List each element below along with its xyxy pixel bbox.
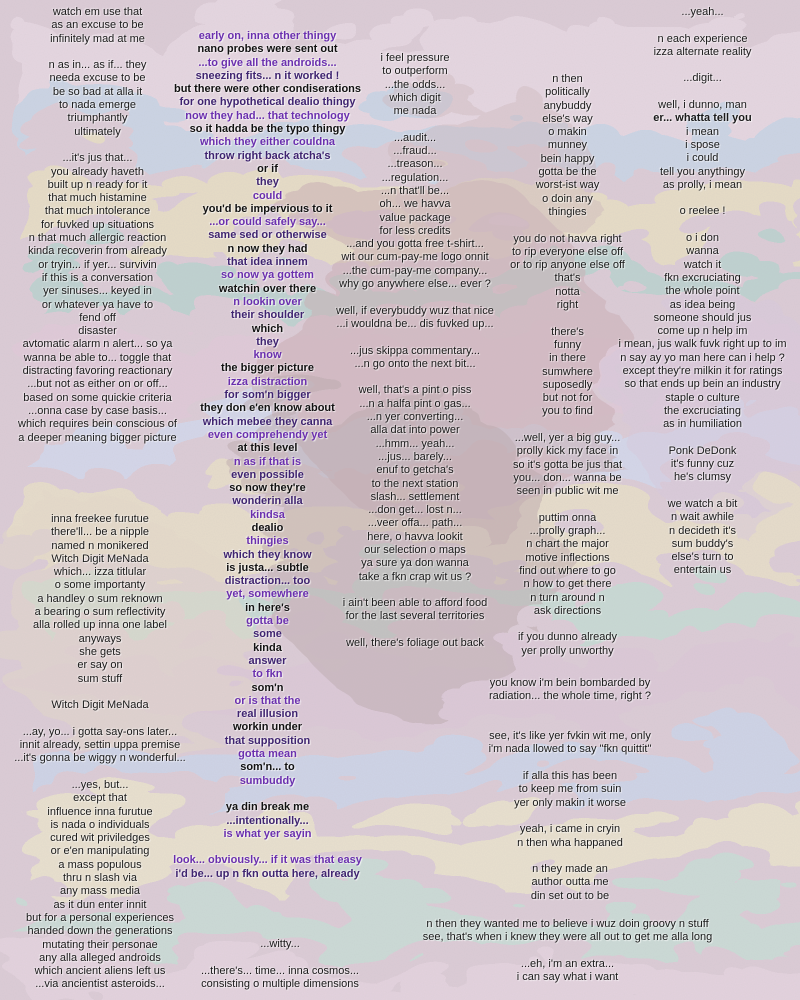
text-line: yer prolly unworthy xyxy=(521,644,614,657)
text-line: you know i'm bein bombarded by xyxy=(489,677,651,689)
text-line: politically xyxy=(545,86,590,99)
text-line: that much intolerance xyxy=(44,205,151,218)
text-line: ...it's jus that... xyxy=(62,152,133,165)
text-line: or e'en manipulating xyxy=(50,845,150,858)
text-line: ...yeah... xyxy=(681,6,724,18)
text-line: but for a personal experiences xyxy=(26,911,174,924)
text-line: else's turn to xyxy=(671,551,734,564)
text-line: to the next station xyxy=(371,477,459,490)
text-line: could xyxy=(252,189,283,202)
text-line: ...well, yer a big guy... xyxy=(514,432,621,445)
text-line: o makin xyxy=(548,126,587,139)
text-line: n turn around n xyxy=(530,591,605,604)
text-line: our selection o maps xyxy=(364,543,466,556)
text-line: well, if everybuddy wuz that nice xyxy=(336,304,494,317)
text-line: be so bad at alla it xyxy=(52,85,143,98)
text-line xyxy=(605,432,800,445)
text-line: as prolly, i mean xyxy=(662,178,743,191)
text-line xyxy=(460,704,680,717)
text-line: watch em use that xyxy=(52,6,143,18)
text-line: which mebee they canna xyxy=(202,415,333,428)
text-line: ...eh, i'm an extra... xyxy=(520,957,615,970)
text-line: thru n slash via xyxy=(63,872,137,885)
text-line: alla rolled up inna one label xyxy=(33,619,167,632)
text-line: gotta be xyxy=(246,615,289,628)
text-column-center-right-bottom xyxy=(460,677,680,903)
text-line: we watch a bit xyxy=(667,497,738,510)
text-line: ...via ancientist asteroids... xyxy=(35,978,165,991)
text-line: there'll... be a nipple xyxy=(50,526,150,539)
text-line: or is that the xyxy=(234,694,301,707)
text-line: i mean xyxy=(685,125,720,138)
text-line: ...yes, but... xyxy=(71,778,129,791)
text-line: they xyxy=(256,176,279,189)
text-line: ...hmm... yeah... xyxy=(375,437,455,450)
text-line: so it hadda be the typo thingy xyxy=(189,123,346,136)
text-line xyxy=(605,485,800,498)
text-line: mutating their personae xyxy=(42,938,158,951)
text-line: named n monikered xyxy=(51,539,149,552)
text-line: answer xyxy=(248,654,287,667)
text-line: why go anywhere else... ever ? xyxy=(339,278,491,291)
text-line: thingies xyxy=(246,535,289,548)
text-line: Witch Digit MeNada xyxy=(51,699,149,712)
text-line: n each experience xyxy=(657,32,748,45)
text-line: yet, somewhere xyxy=(226,588,309,601)
text-line: which digit xyxy=(389,91,441,104)
text-line: anyways xyxy=(78,632,122,645)
text-line: right xyxy=(556,299,579,312)
text-line: the bigger picture xyxy=(221,362,314,375)
text-line: ...jus skippa commentary... xyxy=(349,344,480,357)
text-line: i could xyxy=(686,152,719,165)
text-line: n then xyxy=(552,73,583,85)
text-line xyxy=(485,618,650,631)
text-line: suposedly xyxy=(542,378,593,391)
text-column-center-left-bottom xyxy=(175,938,385,991)
text-line: nano probes were sent out xyxy=(197,43,338,56)
text-line: if alla this has been xyxy=(522,770,618,783)
text-line: that much histamine xyxy=(48,192,147,205)
text-line: here, o havva lookit xyxy=(367,530,463,543)
text-line: wanna be able to... toggle that xyxy=(23,351,172,364)
text-line: fkn excruciating xyxy=(664,271,741,284)
text-line: o i don xyxy=(685,232,720,245)
text-line: yeah, i came in cryin xyxy=(519,823,621,836)
text-line: the whole point xyxy=(665,285,740,298)
text-line: for fuvked up situations xyxy=(40,218,155,231)
text-line: built up n ready for it xyxy=(47,178,148,191)
text-line: see, it's like yer fvkin wit me, only xyxy=(489,730,651,743)
text-line xyxy=(175,951,385,964)
text-line: you already haveth xyxy=(51,165,144,178)
text-line: er say on xyxy=(77,659,123,672)
text-line: come up n help im xyxy=(657,325,748,338)
text-column-right xyxy=(605,6,800,578)
text-line: is what yer sayin xyxy=(223,827,312,840)
text-line: i mean, jus walk fuvk right up to im xyxy=(618,338,787,351)
text-line: motive inflections xyxy=(525,551,610,564)
text-line: ...treason... xyxy=(387,158,443,171)
text-line xyxy=(160,788,375,801)
text-line: o reelee ! xyxy=(679,205,726,218)
text-line: that idea innem xyxy=(227,256,308,269)
text-line xyxy=(460,810,680,823)
text-line: some xyxy=(253,628,282,641)
text-line: he's clumsy xyxy=(673,471,732,484)
text-line: sneezing fits... n it worked ! xyxy=(195,69,340,82)
text-line: any mass media xyxy=(59,885,141,898)
text-line: based on some quickie criteria xyxy=(23,391,172,404)
text-line: infinitely mad at me xyxy=(50,32,145,45)
text-line: ...digit... xyxy=(683,72,722,85)
text-line: thingies xyxy=(548,205,587,218)
text-line: throw right back atcha's xyxy=(204,149,331,162)
text-line: inna freekee furutue xyxy=(51,513,149,525)
text-line xyxy=(605,19,800,32)
text-line: o some importanty xyxy=(54,579,146,592)
text-line: or if xyxy=(257,162,278,175)
text-line: o doin any xyxy=(542,192,593,205)
text-line: sumwhere xyxy=(542,365,593,378)
text-line: else's way xyxy=(542,112,593,125)
text-line: oh... we havva xyxy=(379,198,451,211)
text-line: ...there's... time... inna cosmos... xyxy=(201,964,359,977)
text-line: but there were other condiserations xyxy=(173,83,362,96)
text-line: which xyxy=(251,322,284,335)
text-line: well, there's foliage out back xyxy=(346,637,484,650)
text-line: din set out to be xyxy=(530,889,610,902)
text-line: it's funny cuz xyxy=(670,458,735,471)
text-line: see, that's when i knew they were all out to get me alla long xyxy=(422,931,713,944)
text-line: i spose xyxy=(685,138,720,151)
text-line: watchin over there xyxy=(218,282,317,295)
text-line: n now they had xyxy=(227,242,308,255)
text-line: author outta me xyxy=(531,876,609,889)
text-line: is nada o individuals xyxy=(50,818,150,831)
text-line: n as in... as if... they xyxy=(48,59,147,72)
text-line: for the last several territories xyxy=(345,610,485,623)
text-line: gotta mean xyxy=(238,748,297,761)
text-line: ...intentionally... xyxy=(226,814,309,827)
text-line: ...n a halfa pint o gas... xyxy=(359,397,471,410)
text-line: if you dunno already xyxy=(517,631,618,644)
text-column-bottom-wide xyxy=(395,918,740,984)
text-line: me nada xyxy=(393,105,437,118)
text-line: take a fkn crap wit us ? xyxy=(358,570,472,583)
text-line: ...n yer converting... xyxy=(366,411,464,424)
text-line: any alla alleged androids xyxy=(39,951,161,964)
text-line: ...don get... lost n... xyxy=(368,504,462,517)
text-line: n chart the major xyxy=(526,538,609,551)
text-line: kinda xyxy=(253,641,282,654)
text-line: ...it's gonna be wiggy n wonderful... xyxy=(14,752,186,765)
text-line: wit our cum-pay-me logo onnit xyxy=(341,251,489,264)
text-line: izza alternate reality xyxy=(653,45,752,58)
text-line: or whatever ya have to xyxy=(41,298,154,311)
text-line: ...onna case by case basis... xyxy=(28,404,167,417)
text-line: innit already, settin uppa premise xyxy=(19,739,181,752)
text-line: ...or could safely say... xyxy=(209,216,326,229)
text-line: ...n that'll be... xyxy=(380,184,450,197)
text-line: they xyxy=(256,335,279,348)
text-line: same sed or otherwise xyxy=(208,229,327,242)
text-line: Witch Digit MeNada xyxy=(51,552,149,565)
text-line: to keep me from suin xyxy=(518,783,622,796)
text-line: sum buddy's xyxy=(671,537,734,550)
text-line xyxy=(160,841,375,854)
text-line: n say ay yo man here can i help ? xyxy=(620,351,785,364)
text-line xyxy=(460,717,680,730)
text-line: real illusion xyxy=(236,708,299,721)
text-line: wonderin alla xyxy=(232,495,303,508)
text-line: disaster xyxy=(78,325,117,338)
text-line: n then they wanted me to believe i wuz doin groovy n stuff xyxy=(426,918,709,930)
text-line: i'd be... up n fkn outta here, already xyxy=(175,867,360,880)
text-line: early on, inna other thingy xyxy=(198,30,337,42)
text-line: a bearing o sum reflectivity xyxy=(34,606,166,619)
text-line: i ain't been able to afford food xyxy=(342,597,488,610)
text-line: which requires bein conscious of xyxy=(18,418,177,431)
text-line: n as if that is xyxy=(233,455,302,468)
text-line: you do not havva right xyxy=(513,232,622,245)
text-line: or to rip anyone else off xyxy=(510,259,625,272)
text-line: seen in public wit me xyxy=(516,485,619,498)
text-line: to nada emerge xyxy=(58,99,137,112)
text-line: yer only makin it worse xyxy=(514,796,626,809)
text-line: ...to give all the androids... xyxy=(198,56,337,69)
text-line: avtomatic alarm n alert... so ya xyxy=(22,338,173,351)
text-line: worst-ist way xyxy=(535,179,600,192)
text-line: Ponk DeDonk xyxy=(668,444,737,457)
text-line: distraction... too xyxy=(224,575,311,588)
text-line: ultimately xyxy=(74,125,121,138)
text-line: look... obviously... if it was that easy xyxy=(173,854,362,867)
text-line: you to find xyxy=(542,405,593,418)
text-line: puttim onna xyxy=(538,511,597,524)
text-line: know xyxy=(253,349,282,362)
text-line: that's xyxy=(554,272,581,285)
text-line: so it's gotta be jus that xyxy=(512,458,623,471)
text-line: n decideth it's xyxy=(669,524,736,537)
text-line: at this level xyxy=(237,442,298,455)
text-line: yer sinuses... keyed in xyxy=(43,285,152,298)
text-line: ya din break me xyxy=(225,801,310,814)
text-line: slash... settlement xyxy=(370,490,460,503)
text-line: ...veer offa... path... xyxy=(367,517,463,530)
text-line: staple o culture xyxy=(665,391,740,404)
text-line: so now ya gottem xyxy=(221,269,314,282)
text-line: ask directions xyxy=(533,604,602,617)
text-line: so now they're xyxy=(229,482,306,495)
text-line: a deeper meaning bigger picture xyxy=(18,431,177,444)
text-line: or tryin... if yer... survivin xyxy=(38,258,157,271)
text-line: i'm nada llowed to say "fkn quittit" xyxy=(488,743,652,756)
text-line xyxy=(605,219,800,232)
text-line: even comprehendy yet xyxy=(207,428,328,441)
text-line: but not for xyxy=(542,392,593,405)
text-line: wanna xyxy=(686,245,719,258)
text-line: sum stuff xyxy=(77,672,123,685)
text-line: radiation... the whole time, right ? xyxy=(488,690,652,703)
text-line: a handley o sum reknown xyxy=(37,592,163,605)
text-line: now they had... that technology xyxy=(185,109,350,122)
text-line: which ancient aliens left us xyxy=(34,965,166,978)
text-line: som'n... to xyxy=(240,761,295,774)
text-line: well, that's a pint o piss xyxy=(358,384,472,397)
text-line: funny xyxy=(554,338,581,351)
text-line: i feel pressure xyxy=(380,52,450,64)
text-line: sumbuddy xyxy=(239,774,296,787)
text-line xyxy=(605,86,800,99)
text-line: distracting favoring reactionary xyxy=(22,365,173,378)
text-line: even possible xyxy=(231,468,304,481)
text-line: find out where to go xyxy=(519,564,616,577)
text-line: as it dun enter innit xyxy=(53,898,147,911)
text-line: dealio xyxy=(251,521,284,534)
text-line: a mass populous xyxy=(58,858,142,871)
text-line: so that ends up bein an industry xyxy=(624,378,781,391)
text-line: which they either couldna xyxy=(199,136,336,149)
text-line: for one hypothetical dealio thingy xyxy=(179,96,356,109)
text-line: watch it xyxy=(683,258,722,271)
text-line: value package xyxy=(379,211,451,224)
text-line: to rip everyone else off xyxy=(511,245,624,258)
text-line xyxy=(460,757,680,770)
text-line: izza distraction xyxy=(227,375,308,388)
text-line: they don e'en know about xyxy=(200,402,335,415)
text-line: i can say what i want xyxy=(516,971,619,984)
text-line: ...jus... barely... xyxy=(378,450,452,463)
text-line: if this is a conversation xyxy=(41,271,154,284)
text-line: as an excuse to be xyxy=(51,19,144,32)
text-line: triumphantly xyxy=(67,112,128,125)
text-line: as in humiliation xyxy=(663,418,742,431)
text-line: except that xyxy=(73,792,127,805)
text-line: cured wit priviledges xyxy=(50,832,150,845)
text-line: ...and you gotta free t-shirt... xyxy=(346,238,484,251)
text-line: enuf to getcha's xyxy=(376,464,454,477)
text-line: ...fraud... xyxy=(393,145,437,158)
text-line xyxy=(460,850,680,863)
text-line: the excruciating xyxy=(663,404,742,417)
text-line: kindsa xyxy=(250,508,285,521)
text-line: ...ay, yo... i gotta say-ons later... xyxy=(22,725,178,738)
text-line: ...the cum-pay-me company... xyxy=(342,264,488,277)
text-line: except they're milkin it for ratings xyxy=(622,365,783,378)
text-line: in here's xyxy=(245,601,290,614)
text-line: er... whatta tell you xyxy=(653,112,752,125)
text-line: ya sure ya don wanna xyxy=(361,557,469,570)
text-line: in there xyxy=(549,352,586,365)
text-line: anybuddy xyxy=(543,99,592,112)
text-line: their shoulder xyxy=(230,309,305,322)
text-line: fend off xyxy=(79,311,116,324)
text-line xyxy=(605,192,800,205)
text-line: n wait awhile xyxy=(671,511,734,524)
text-line: entertain us xyxy=(673,564,732,577)
text-line: she gets xyxy=(79,645,121,658)
text-line: which... izza titlular xyxy=(53,566,147,579)
text-line: n that much allergic reaction xyxy=(28,232,167,245)
text-line: ...but not as either on or off... xyxy=(27,378,168,391)
text-line xyxy=(605,59,800,72)
text-line: n how to get there xyxy=(523,578,612,591)
text-line: as idea being xyxy=(669,298,736,311)
text-line: consisting o multiple dimensions xyxy=(201,977,359,990)
text-line: n they made an xyxy=(532,863,608,876)
text-line: alla dat into power xyxy=(370,424,460,437)
text-line: ...regulation... xyxy=(381,171,449,184)
text-line: workin under xyxy=(232,721,303,734)
text-line: kinda recoverin from already xyxy=(28,245,167,258)
text-line: munney xyxy=(547,139,588,152)
text-line: there's xyxy=(551,325,584,338)
text-line: you'd be impervious to it xyxy=(202,202,333,215)
text-line: bein happy xyxy=(540,152,595,165)
text-line: well, i dunno, man xyxy=(658,99,747,112)
text-line: tell you anythingy xyxy=(660,165,745,178)
text-line: needa excuse to be xyxy=(49,72,146,85)
text-line xyxy=(395,945,740,958)
text-line: som'n xyxy=(251,681,284,694)
text-line: n then wha happaned xyxy=(517,836,623,849)
text-line: handed down the generations xyxy=(27,925,173,938)
text-line: to fkn xyxy=(252,668,283,681)
text-line: to outperform xyxy=(382,65,448,78)
text-line: gotta be the xyxy=(538,166,597,179)
text-line: ...witty... xyxy=(260,938,300,950)
text-line: someone should jus xyxy=(653,311,752,324)
text-line: prolly kick my face in xyxy=(516,445,619,458)
text-line: notta xyxy=(555,285,580,298)
text-line: influence inna furutue xyxy=(47,805,153,818)
text-line: ...prolly graph... xyxy=(529,525,606,538)
text-line: you... don... wanna be xyxy=(513,471,622,484)
text-line: for som'n bigger xyxy=(224,389,311,402)
text-line: ...the odds... xyxy=(384,78,446,91)
text-line: that supposition xyxy=(224,734,311,747)
text-line: for less credits xyxy=(379,224,451,237)
text-line: ...i wouldna be... dis fuvked up... xyxy=(336,317,494,330)
text-line: which they know xyxy=(223,548,312,561)
text-line: is justa... subtle xyxy=(226,561,309,574)
text-line: n lookin over xyxy=(233,295,302,308)
text-line: ...audit... xyxy=(393,131,437,144)
text-line: ...n go onto the next bit... xyxy=(354,357,476,370)
